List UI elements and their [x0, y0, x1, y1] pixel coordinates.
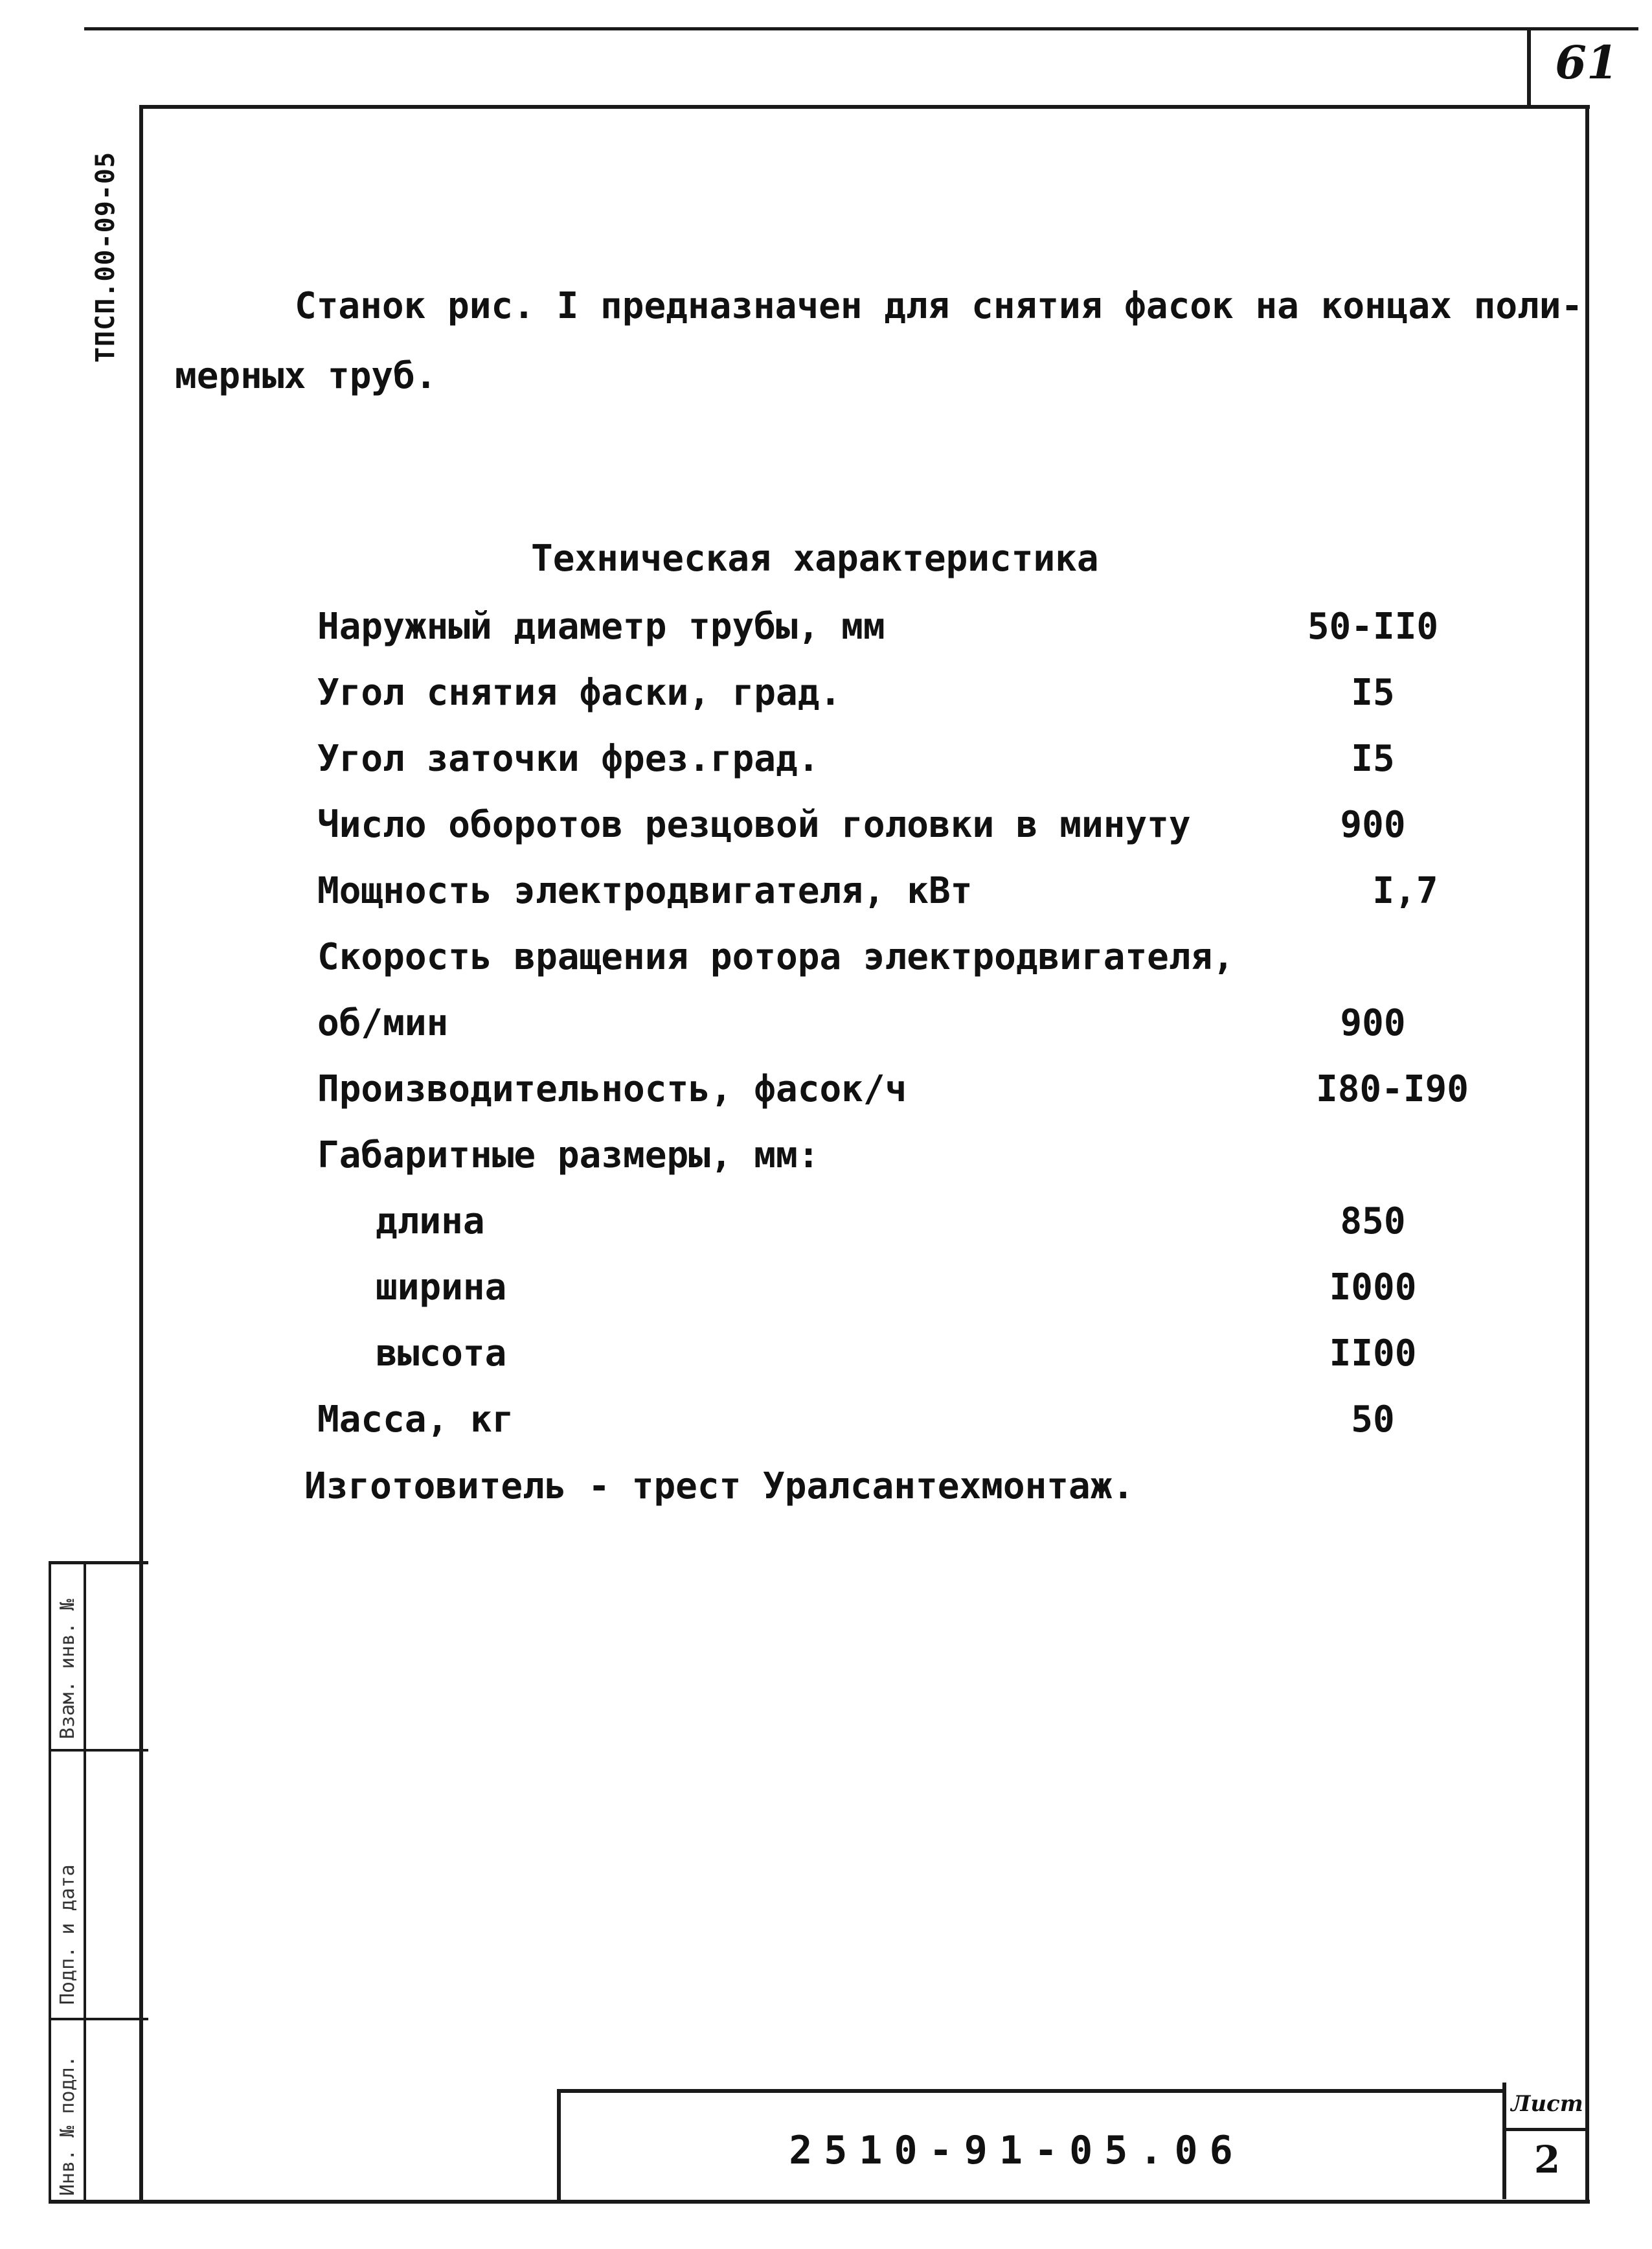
margin-row-divider	[51, 1749, 148, 1752]
spec-label: Мощность электродвигателя, кВт	[317, 870, 973, 912]
margin-label: Подп. и дата	[56, 1864, 79, 2005]
spec-label: Число оборотов резцовой головки в минуту	[317, 804, 1191, 846]
spec-label: Наружный диаметр трубы, мм	[317, 606, 885, 648]
margin-row-divider	[51, 2018, 148, 2020]
spec-label: Габаритные размеры, мм:	[317, 1134, 820, 1176]
spec-value: 900	[1340, 1002, 1406, 1044]
side-document-code: ТПСП.00-09-05	[91, 151, 120, 363]
spec-label: об/мин	[317, 1002, 449, 1044]
frame-top	[139, 105, 1590, 109]
spec-value: 900	[1340, 804, 1406, 846]
document-code: 2510-91-05.06	[789, 2128, 1245, 2173]
spec-label: Угол снятия фаски, град.	[317, 672, 842, 714]
spec-label: Производительность, фасок/ч	[317, 1068, 907, 1110]
sheet-divider	[1502, 2128, 1587, 2131]
spec-label: Масса, кг	[317, 1398, 514, 1441]
spec-label: ширина	[376, 1266, 507, 1308]
margin-col-divider	[84, 1564, 86, 2202]
frame-right	[1585, 105, 1589, 2204]
spec-value: I,7	[1372, 870, 1438, 912]
intro-line-1: Станок рис. I предназначен для снятия фасок на концах поли-	[295, 285, 1583, 327]
spec-title: Техническая характеристика	[531, 538, 1099, 580]
spec-label: высота	[376, 1332, 507, 1375]
spec-value: I5	[1351, 672, 1395, 714]
spec-value: I80-I90	[1315, 1068, 1469, 1110]
margin-label: Инв. № подл.	[56, 2055, 79, 2196]
top-rule	[84, 27, 1638, 30]
sheet-number: 2	[1533, 2138, 1561, 2182]
margin-approval-strip	[49, 1561, 148, 2202]
spec-label: Скорость вращения ротора электродвигателя,	[317, 936, 1235, 978]
page-number-divider	[1527, 27, 1531, 108]
spec-value: 50-II0	[1307, 606, 1439, 648]
page-number: 61	[1555, 36, 1618, 89]
spec-value: 50	[1351, 1398, 1395, 1441]
spec-value: II00	[1329, 1332, 1417, 1375]
spec-value: I5	[1351, 738, 1395, 780]
spec-value: I000	[1329, 1266, 1417, 1308]
margin-label: Взам. инв. №	[56, 1599, 79, 1739]
sheet-label: Лист	[1511, 2091, 1583, 2117]
intro-line-2: мерных труб.	[175, 355, 437, 397]
spec-label: длина	[376, 1200, 485, 1242]
manufacturer-line: Изготовитель - трест Уралсантехмонтаж.	[304, 1465, 1135, 1507]
spec-value: 850	[1340, 1200, 1406, 1242]
spec-label: Угол заточки фрез.град.	[317, 738, 820, 780]
